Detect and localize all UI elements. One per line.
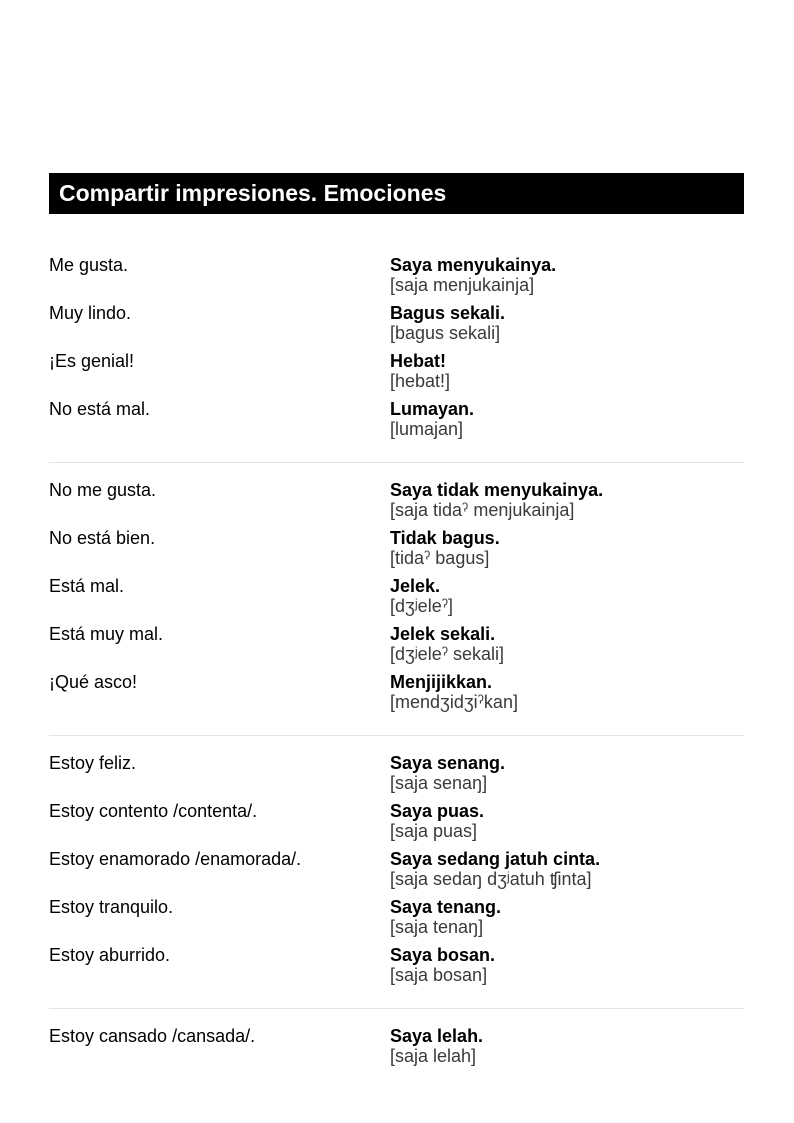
translation: [390, 576, 453, 616]
spanish-phrase: Estoy enamorado /enamorada/.: [49, 849, 302, 869]
phrase-entry: [49, 624, 744, 672]
phrase-entry: [49, 351, 744, 399]
spanish-phrase: Muy lindo.: [49, 303, 132, 323]
phrase-entry: [49, 255, 744, 303]
translation: [390, 897, 501, 937]
indonesian-phrase: Saya bosan.: [390, 945, 496, 965]
translation: [390, 255, 556, 295]
pronunciation: [dʒʲeleˀ sekali]: [390, 644, 505, 664]
indonesian-phrase: Jelek.: [390, 576, 441, 596]
phrase-entry: [49, 576, 744, 624]
pronunciation: [saja sedaŋ dʒʲatuh ʧinta]: [390, 869, 592, 889]
phrase-entry: [49, 849, 744, 897]
translation: [390, 801, 484, 841]
pronunciation: [bagus sekali]: [390, 323, 501, 343]
translation: [390, 399, 474, 439]
spanish-phrase: Estoy feliz.: [49, 753, 137, 773]
pronunciation: [saja senaŋ]: [390, 773, 488, 793]
translation: [390, 303, 505, 343]
spanish-phrase: Estoy aburrido.: [49, 945, 171, 965]
indonesian-phrase: Menjijikkan.: [390, 672, 493, 692]
phrase-entry: [49, 801, 744, 849]
pronunciation: [saja bosan]: [390, 965, 488, 985]
indonesian-phrase: Saya puas.: [390, 801, 485, 821]
phrase-entry: [49, 528, 744, 576]
spanish-phrase: Está muy mal.: [49, 624, 164, 644]
pronunciation: [mendʒidʒiˀkan]: [390, 692, 518, 712]
pronunciation: [saja tenaŋ]: [390, 917, 484, 937]
translation: [390, 672, 518, 712]
section-title: Compartir impresiones. Emociones: [49, 173, 744, 214]
pronunciation: [lumajan]: [390, 419, 464, 439]
phrase-entry: [49, 480, 744, 528]
indonesian-phrase: Saya sedang jatuh cinta.: [390, 849, 601, 869]
phrase-entry: [49, 303, 744, 351]
indonesian-phrase: Jelek sekali.: [390, 624, 496, 644]
spanish-phrase: Estoy contento /contenta/.: [49, 801, 258, 821]
indonesian-phrase: Tidak bagus.: [390, 528, 500, 548]
translation: [390, 753, 505, 793]
translation: [390, 624, 504, 664]
phrase-entry: [49, 897, 744, 945]
phrase-group-dislikes: [49, 480, 744, 736]
phrase-entry: [49, 672, 744, 720]
indonesian-phrase: Saya menyukainya.: [390, 255, 557, 275]
phrase-entry: [49, 1026, 744, 1074]
phrasebook-page: [49, 173, 744, 1106]
pronunciation: [saja tidaˀ menjukainja]: [390, 500, 575, 520]
phrase-group-likes: [49, 255, 744, 463]
translation: [390, 945, 495, 985]
pronunciation: [tidaˀ bagus]: [390, 548, 490, 568]
spanish-phrase: Está mal.: [49, 576, 125, 596]
indonesian-phrase: Saya lelah.: [390, 1026, 484, 1046]
spanish-phrase: No está bien.: [49, 528, 156, 548]
spanish-phrase: No está mal.: [49, 399, 151, 419]
indonesian-phrase: Hebat!: [390, 351, 447, 371]
spanish-phrase: ¡Qué asco!: [49, 672, 138, 692]
phrase-group-tired: [49, 1026, 744, 1089]
spanish-phrase: No me gusta.: [49, 480, 157, 500]
spanish-phrase: Estoy tranquilo.: [49, 897, 174, 917]
indonesian-phrase: Saya tidak menyukainya.: [390, 480, 604, 500]
phrase-groups: [49, 255, 744, 1089]
indonesian-phrase: Saya tenang.: [390, 897, 502, 917]
translation: [390, 1026, 483, 1066]
indonesian-phrase: Lumayan.: [390, 399, 475, 419]
translation: [390, 351, 450, 391]
spanish-phrase: Estoy cansado /cansada/.: [49, 1026, 256, 1046]
indonesian-phrase: Saya senang.: [390, 753, 506, 773]
phrase-entry: [49, 945, 744, 993]
pronunciation: [dʒʲeleˀ]: [390, 596, 453, 616]
spanish-phrase: Me gusta.: [49, 255, 129, 275]
pronunciation: [saja lelah]: [390, 1046, 477, 1066]
spanish-phrase: ¡Es genial!: [49, 351, 135, 371]
pronunciation: [saja menjukainja]: [390, 275, 535, 295]
translation: [390, 528, 500, 568]
translation: [390, 480, 603, 520]
indonesian-phrase: Bagus sekali.: [390, 303, 506, 323]
phrase-entry: [49, 753, 744, 801]
phrase-entry: [49, 399, 744, 447]
translation: [390, 849, 600, 889]
pronunciation: [saja puas]: [390, 821, 478, 841]
phrase-group-feelings: [49, 753, 744, 1009]
pronunciation: [hebat!]: [390, 371, 451, 391]
